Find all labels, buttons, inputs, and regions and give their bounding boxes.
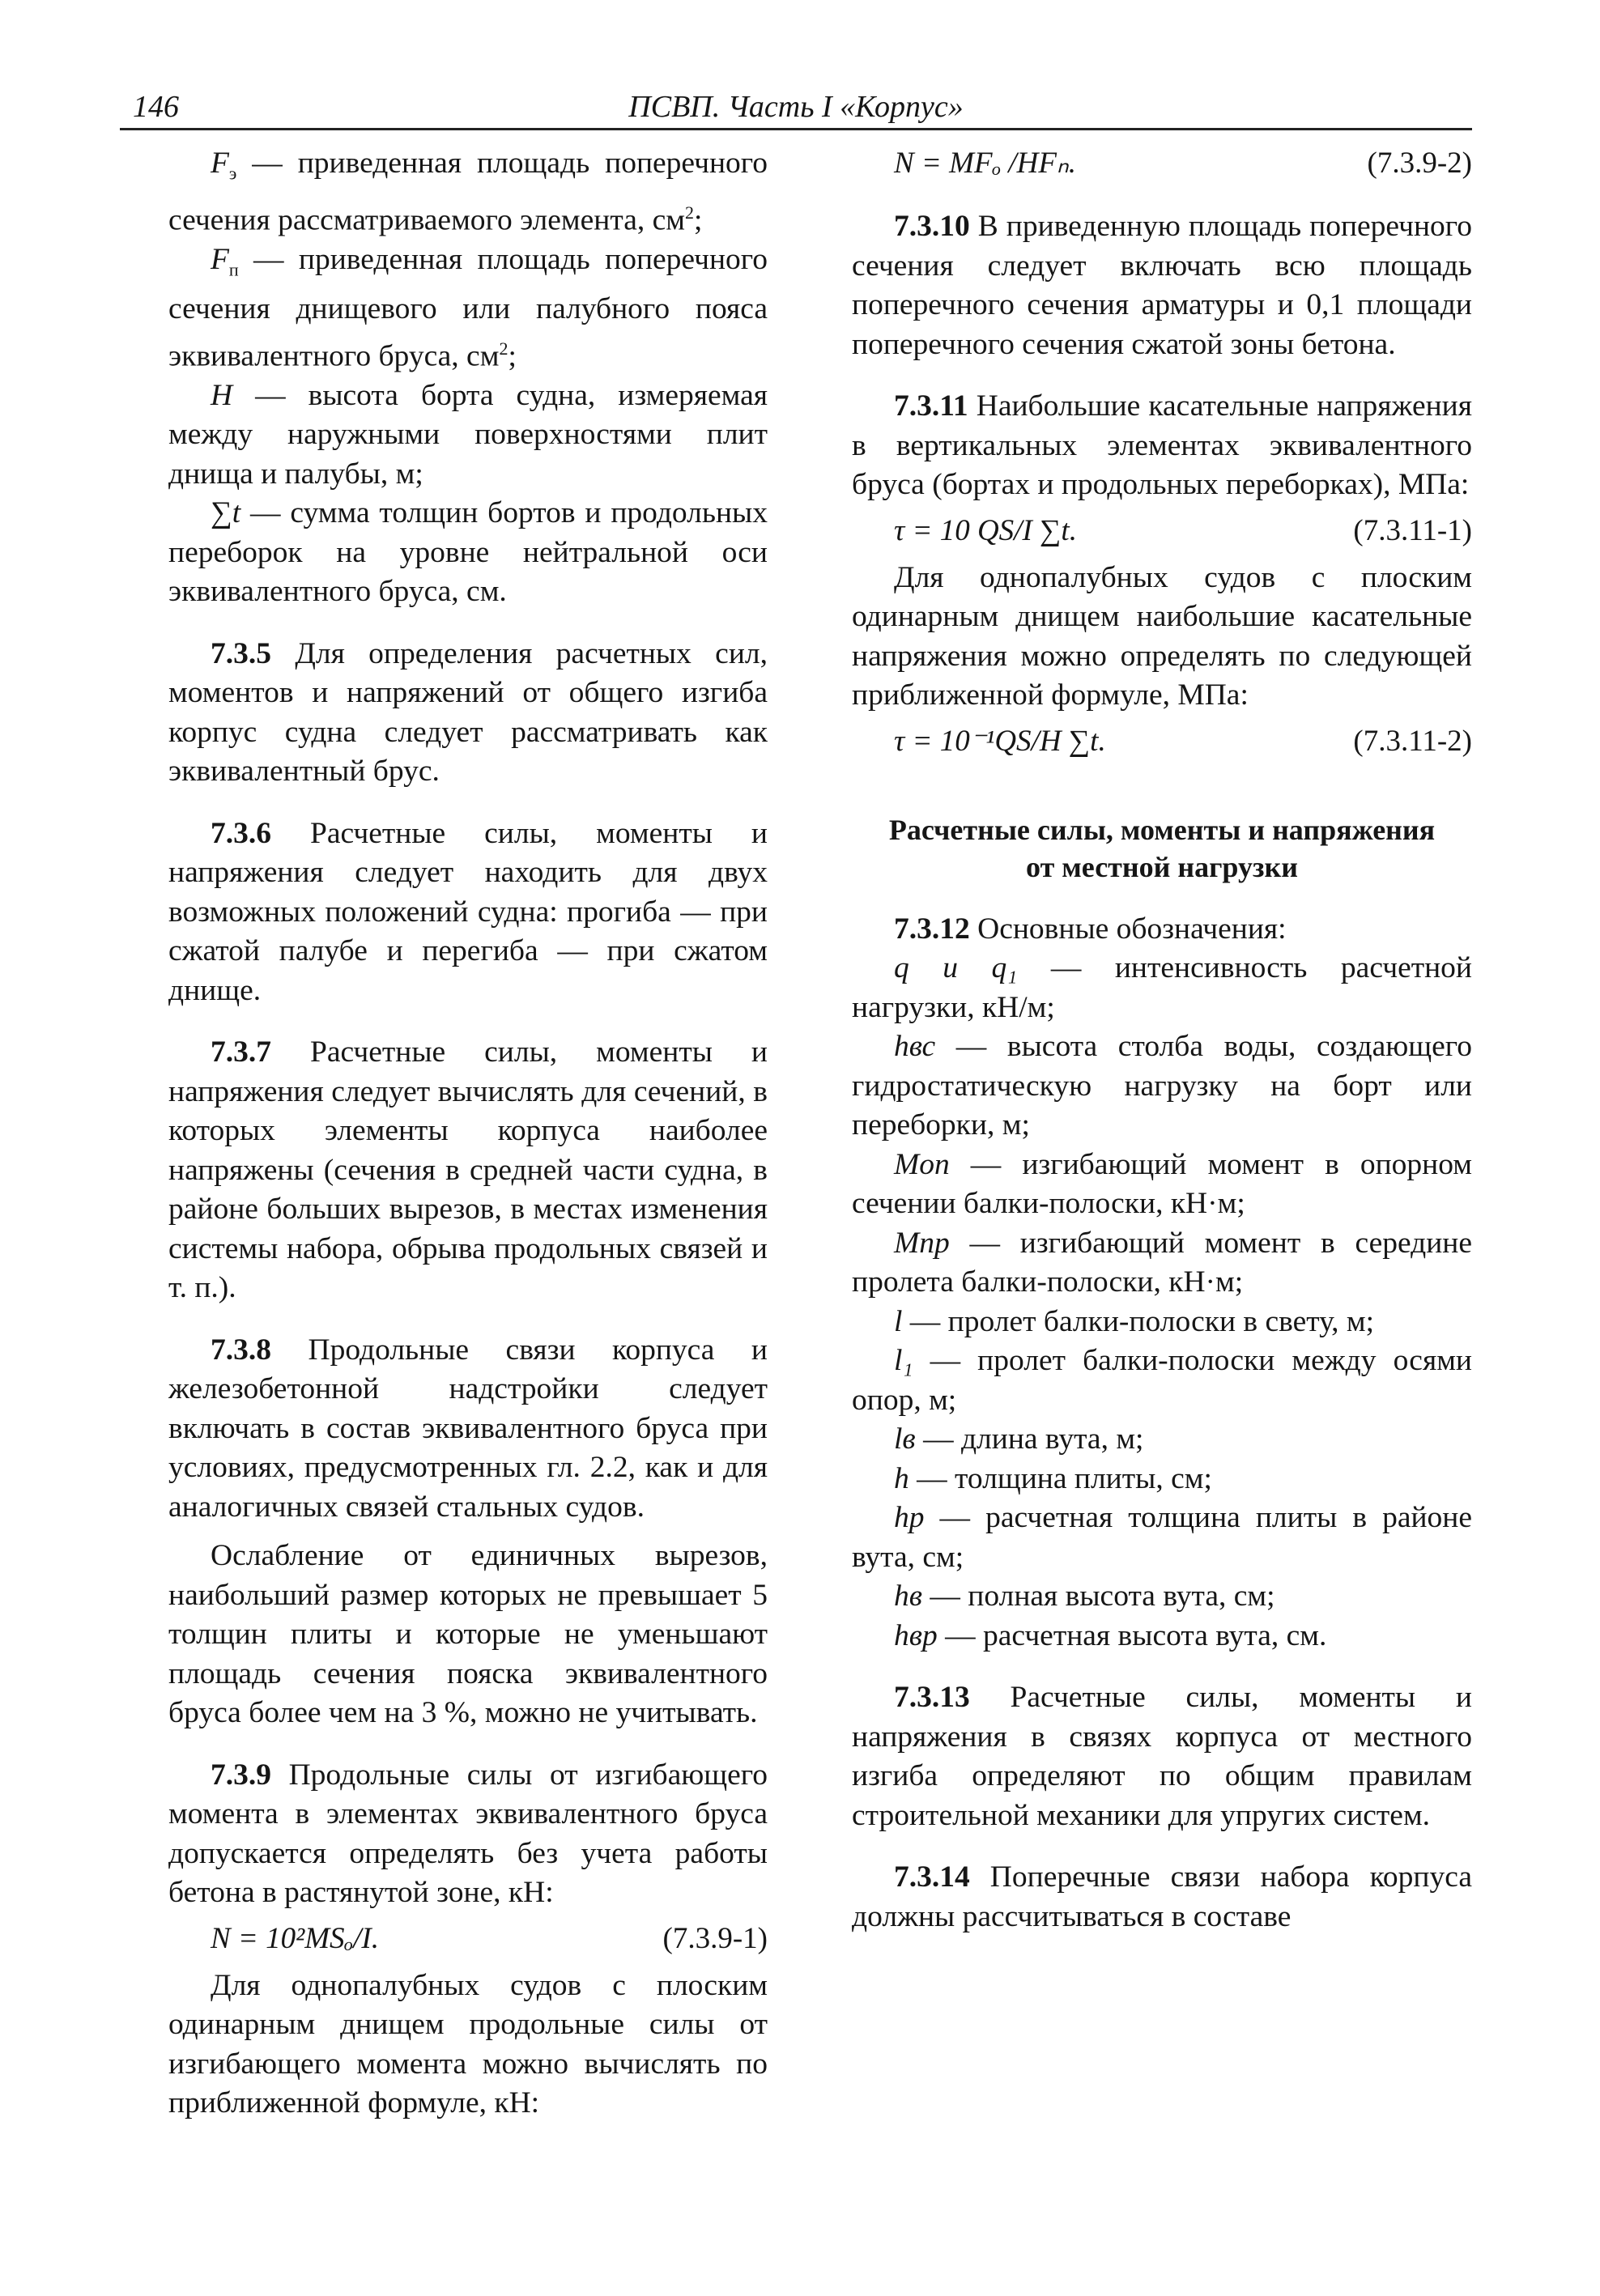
running-title: ПСВП. Часть I «Корпус» [628, 90, 964, 124]
formula-label: (7.3.11-2) [1353, 724, 1472, 758]
paragraph-7-3-7: 7.3.7 Расчетные силы, моменты и напряжения следует вычислять для сечений, в которых элементы корпуса наиболее напряжены (сечения в средней части судна, в районе больших вырезов, в местах изменения системы набора, обрыва продольных связей и т. п.). [168, 1035, 768, 1304]
formula-7-3-11-1 [852, 512, 1472, 552]
page-number: 146 [133, 90, 179, 124]
definition-item: l₁ — пролет балки-полоски между осями опор, м; [852, 1344, 1472, 1417]
paragraph-7-3-8-cont: Ослабление от единичных вырезов, наибольший размер которых не превышает 5 толщин плиты и которые не уменьшают площадь сечения пояска эквивалентного бруса более чем на 3 %, можно не учитывать. [168, 1539, 768, 1729]
definition-item: h — толщина плиты, см; [894, 1461, 1212, 1495]
definition-item: Mпр — изгибающий момент в середине пролета балки-полоски, кН·м; [852, 1226, 1472, 1299]
section-heading-line2: от местной нагрузки [1026, 850, 1298, 883]
paragraph-7-3-5: 7.3.5 Для определения расчетных сил, моментов и напряжений от общего изгиба корпус судна следует рассматривать как эквивалентный брус. [168, 636, 768, 788]
formula-7-3-9-2 [852, 144, 1472, 185]
formula-label: (7.3.9-2) [1367, 147, 1472, 180]
definition-item: hв — полная высота вута, см; [894, 1580, 1275, 1613]
formula-7-3-9-1 [168, 1920, 768, 1960]
paragraph-7-3-10: 7.3.10 В приведенную площадь поперечного сечения следует включать всю площадь поперечного сечения арматуры и 0,1 площади поперечного сечения сжатой зоны бетона. [852, 210, 1472, 361]
paragraph-7-3-11-cont: Для однопалубных судов с плоским одинарным днищем наибольшие касательные напряжения можно определять по следующей приближенной формуле, МПа: [852, 560, 1472, 712]
definition-sum-t: ∑t — сумма толщин бортов и продольных переборок на уровне нейтральной оси эквивалентного бруса, см. [168, 496, 768, 608]
formula-label: (7.3.9-1) [662, 1921, 768, 1955]
paragraph-7-3-13: 7.3.13 Расчетные силы, моменты и напряжения в связях корпуса от местного изгиба определяют по общим правилам строительной механики для упругих систем. [852, 1681, 1472, 1832]
page-header [120, 86, 1472, 130]
formula-expression: N = MFₒ /HFₙ. [894, 147, 1076, 180]
formula-expression: τ = 10⁻¹QS/H ∑t. [894, 724, 1106, 758]
formula-expression: N = 10²MSₒ/I. [211, 1921, 379, 1955]
section-heading [852, 811, 1472, 886]
definition-item: hвр — расчетная высота вута, см. [894, 1618, 1327, 1652]
right-column [852, 144, 1472, 1937]
section-heading-line1: Расчетные силы, моменты и напряжения [888, 813, 1436, 846]
paragraph-7-3-14: 7.3.14 Поперечные связи набора корпуса должны рассчитываться в составе [852, 1860, 1472, 1933]
definition-fe: $F_э$ — приведенная площадь поперечного сечения рассматриваемого элемента, $см^2$; [168, 147, 768, 237]
definition-item: Mоп — изгибающий момент в опорном сечении балки-полоски, кН·м; [852, 1147, 1472, 1220]
definition-fp: $F_п$ — приведенная площадь поперечного сечения днищевого или палубного пояса эквивалентного бруса, $см^2$; [168, 243, 768, 372]
definition-item: hр — расчетная толщина плиты в районе вута, см; [852, 1501, 1472, 1574]
paragraph-7-3-11: 7.3.11 Наибольшие касательные напряжения в вертикальных элементах эквивалентного бруса (бортах и продольных переборках), МПа: [852, 389, 1472, 501]
formula-expression: τ = 10 QS/I ∑t. [894, 513, 1077, 547]
paragraph-7-3-9: 7.3.9 Продольные силы от изгибающего момента в элементах эквивалентного бруса допускается определять без учета работы бетона в растянутой зоне, кН: [168, 1758, 768, 1909]
paragraph-7-3-8: 7.3.8 Продольные связи корпуса и железобетонной надстройки следует включать в состав эквивалентного бруса при условиях, предусмотренных гл. 2.2, как и для аналогичных связей стальных судов. [168, 1333, 768, 1524]
definition-item: l — пролет балки-полоски в свету, м; [894, 1304, 1375, 1338]
definition-h: H — высота борта судна, измеряемая между наружными поверхностями плит днища и палубы, м; [168, 378, 768, 491]
paragraph-7-3-6: 7.3.6 Расчетные силы, моменты и напряжения следует находить для двух возможных положений судна: прогиба — при сжатой палубе и перегиба — при сжатом днище. [168, 816, 768, 1007]
formula-7-3-11-2 [852, 722, 1472, 763]
definition-item: hвс — высота столба воды, создающего гидростатическую нагрузку на борт или переборки, м; [852, 1030, 1472, 1142]
definition-item: lв — длина вута, м; [894, 1422, 1144, 1456]
left-column [168, 144, 768, 2124]
paragraph-7-3-9-cont: Для однопалубных судов с плоским одинарным днищем продольные силы от изгибающего момента можно вычислять по приближенной формуле, кН: [168, 1968, 768, 2120]
formula-label: (7.3.11-1) [1353, 513, 1472, 547]
definition-item: q и q₁ — интенсивность расчетной нагрузки, кН/м; [852, 951, 1472, 1024]
paragraph-7-3-12: 7.3.12 Основные обозначения: [894, 912, 1287, 946]
